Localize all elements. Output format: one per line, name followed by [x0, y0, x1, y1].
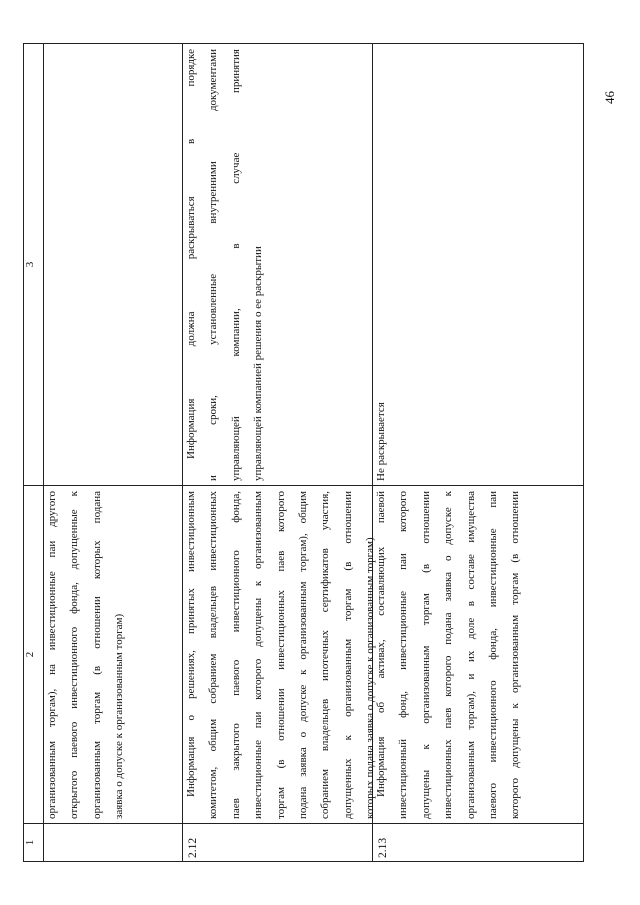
- description-cell: [373, 486, 584, 824]
- text-line: организованным торгам), на инвестиционные паи другого: [46, 491, 58, 819]
- text-line: и сроки, установленные внутренними документами: [207, 49, 220, 481]
- text-line: заявка о допуске к организованным торгам): [113, 613, 126, 819]
- disclosure-rule-cell: [44, 44, 183, 486]
- text-line: инвестиционные паи которого допущены к организованным: [252, 491, 265, 819]
- disclosure-rule-cell: [373, 44, 584, 486]
- text-line: Информация должна раскрываться в порядке: [185, 49, 197, 459]
- row-number-cell: [44, 824, 183, 862]
- text-line: торгам (в отношении инвестиционных паев которого: [274, 491, 287, 819]
- header-col-3: 3: [24, 44, 44, 486]
- table-header-row: [24, 44, 44, 862]
- text-line: подана заявка о допуске к организованным торгам), общим: [297, 491, 309, 819]
- text-line: паев закрытого паевого инвестиционного фонда,: [229, 491, 242, 819]
- description-cell: [183, 486, 377, 824]
- text-line: организованным торгам (в отношении которых подана: [90, 491, 103, 819]
- row-number-cell: [373, 824, 584, 862]
- row-number: 2.13: [377, 837, 389, 858]
- text-line: Информация о решениях, принятых инвестиционным: [185, 491, 197, 797]
- text-line: собранием владельцев ипотечных сертификатов участия,: [319, 491, 332, 819]
- header-col-2: 2: [24, 486, 44, 824]
- text-line: управляющей компанией решения о ее раскрытии: [252, 246, 265, 481]
- table-row: [183, 44, 373, 862]
- disclosure-rule-cell: [183, 44, 373, 486]
- page-number: 46: [602, 91, 617, 104]
- disclosure-table: [23, 43, 584, 862]
- text-line: комитетом, общим собранием владельцев инвестиционных: [207, 491, 220, 819]
- table-row: [373, 44, 584, 862]
- text-line: управляющей компании, в случае принятия: [229, 49, 242, 481]
- text-line: Информация об активах, составляющих паевой: [375, 491, 387, 797]
- text-line: паевого инвестиционного фонда, инвестиционные паи: [487, 491, 499, 819]
- header-col-1: 1: [24, 824, 44, 862]
- text-line: инвестиционный фонд, инвестиционные паи которого: [397, 491, 410, 819]
- description-cell: [44, 486, 183, 824]
- table-row: [44, 44, 183, 862]
- text-line: Не раскрывается: [375, 402, 387, 481]
- text-line: которого допущены к организованным торгам (в отношении: [509, 491, 522, 819]
- text-line: допущенных к организованным торгам (в отношении: [341, 491, 354, 819]
- text-line: организованным торгам), и их доле в составе имущества: [464, 491, 477, 819]
- text-line: инвестиционных паев которого подана заявка о допуске к: [442, 491, 455, 819]
- row-number-cell: [183, 824, 373, 862]
- text-line: которых подана заявка о допуске к организованным торгам): [364, 537, 377, 819]
- row-number: 2.12: [187, 837, 199, 858]
- text-line: открытого паевого инвестиционного фонда, допущенные к: [68, 491, 81, 819]
- text-line: допущены к организованным торгам (в отношении: [419, 491, 432, 819]
